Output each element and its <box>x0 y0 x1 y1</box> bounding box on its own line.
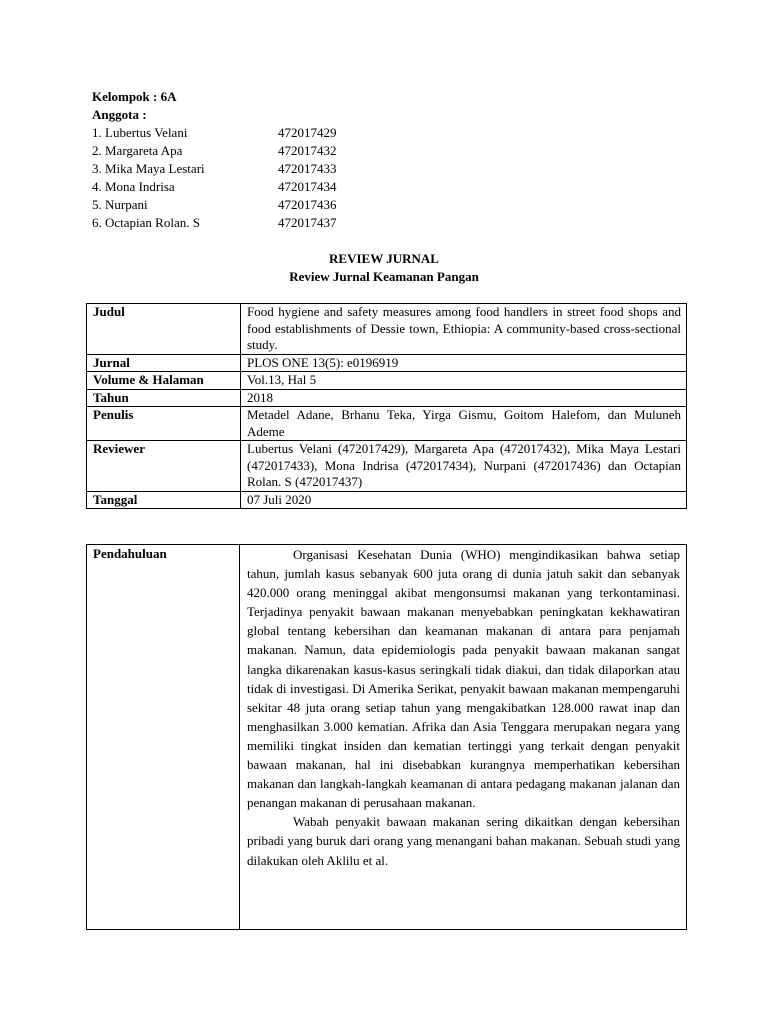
member-id: 472017429 <box>278 125 337 140</box>
member-name: 4. Mona Indrisa <box>92 179 175 194</box>
member-name: 5. Nurpani <box>92 197 148 212</box>
document-titles <box>0 250 768 286</box>
paragraph: Wabah penyakit bawaan makanan sering dikaitkan dengan kebersihan pribadi yang buruk dari orang yang menangani bahan makanan. Sebuah studi yang dilakukan oleh Aklilu et al. <box>247 814 680 868</box>
row-key: Jurnal <box>87 354 241 372</box>
member-row <box>92 196 337 214</box>
row-key: Volume & Halaman <box>87 372 241 390</box>
member-name: 3. Mika Maya Lestari <box>92 161 205 176</box>
row-key: Tahun <box>87 389 241 407</box>
members-label: Anggota : <box>92 107 147 122</box>
section-content <box>240 545 687 930</box>
member-row <box>92 124 337 142</box>
row-value: 2018 <box>241 389 687 407</box>
paragraph: Organisasi Kesehatan Dunia (WHO) mengindikasikan bahwa setiap tahun, jumlah kasus sebanyak 600 juta orang di dunia jatuh sakit dan sebanyak 420.000 orang meninggal akibat mengonsumsi makanan yang terkontaminasi. Terjadinya penyakit bawaan makanan menyebabkan peningkatan kekhawatiran global tentang kebersihan dan keamanan makanan di antara para penjamah makanan. Namun, data epidemiologis pada penyakit bawaan makanan sangat langka dikarenakan kasus-kasus seringkali tidak diakui, dan tidak dilaporkan atau tidak di investigasi. Di Amerika Serikat, penyakit bawaan makanan mempengaruhi sekitar 48 juta orang setiap tahun yang mengakibatkan 128.000 rawat inap dan menghasilkan 3.000 kematian. Afrika dan Asia Tenggara merupakan negara yang memiliki tingkat insiden dan kematian tertinggi yang terkait dengan penyakit bawaan makanan, hal ini disebabkan kurangnya memperhatikan kebersihan makanan dan langkah-langkah keamanan di antara pedagang makanan jalanan dan penangan makanan di perusahaan makanan. <box>247 547 680 811</box>
table-row <box>87 441 687 492</box>
member-id: 472017434 <box>278 179 337 194</box>
row-value: PLOS ONE 13(5): e0196919 <box>241 354 687 372</box>
row-key: Tanggal <box>87 491 241 509</box>
row-key: Reviewer <box>87 441 241 492</box>
row-value: Lubertus Velani (472017429), Margareta Apa (472017432), Mika Maya Lestari (472017433), Mona Indrisa (472017434), Nurpani (472017436) dan Octapian Rolan. S (472017437) <box>241 441 687 492</box>
review-section-table <box>86 544 687 930</box>
table-row <box>87 491 687 509</box>
table-row <box>87 545 687 930</box>
member-row <box>92 160 337 178</box>
member-row <box>92 178 337 196</box>
document-subtitle: Review Jurnal Keamanan Pangan <box>289 269 479 284</box>
member-name: 1. Lubertus Velani <box>92 125 188 140</box>
table-row <box>87 389 687 407</box>
row-value: Vol.13, Hal 5 <box>241 372 687 390</box>
row-value: 07 Juli 2020 <box>241 491 687 509</box>
row-key: Penulis <box>87 407 241 441</box>
group-label: Kelompok : 6A <box>92 89 177 104</box>
table-row <box>87 354 687 372</box>
member-list <box>92 124 337 232</box>
table-row <box>87 372 687 390</box>
row-key: Judul <box>87 304 241 355</box>
document-title: REVIEW JURNAL <box>329 251 439 266</box>
table-row <box>87 407 687 441</box>
journal-info-table <box>86 303 687 509</box>
group-header <box>92 88 177 124</box>
row-value: Food hygiene and safety measures among food handlers in street food shops and food establishments of Dessie town, Ethiopia: A community-based cross-sectional study. <box>241 304 687 355</box>
member-row <box>92 214 337 232</box>
section-label: Pendahuluan <box>87 545 240 930</box>
member-row <box>92 142 337 160</box>
table-row <box>87 304 687 355</box>
member-id: 472017436 <box>278 197 337 212</box>
member-name: 2. Margareta Apa <box>92 143 183 158</box>
member-id: 472017437 <box>278 215 337 230</box>
row-value: Metadel Adane, Brhanu Teka, Yirga Gismu, Goitom Halefom, dan Muluneh Ademe <box>241 407 687 441</box>
member-id: 472017433 <box>278 161 337 176</box>
member-name: 6. Octapian Rolan. S <box>92 215 200 230</box>
member-id: 472017432 <box>278 143 337 158</box>
